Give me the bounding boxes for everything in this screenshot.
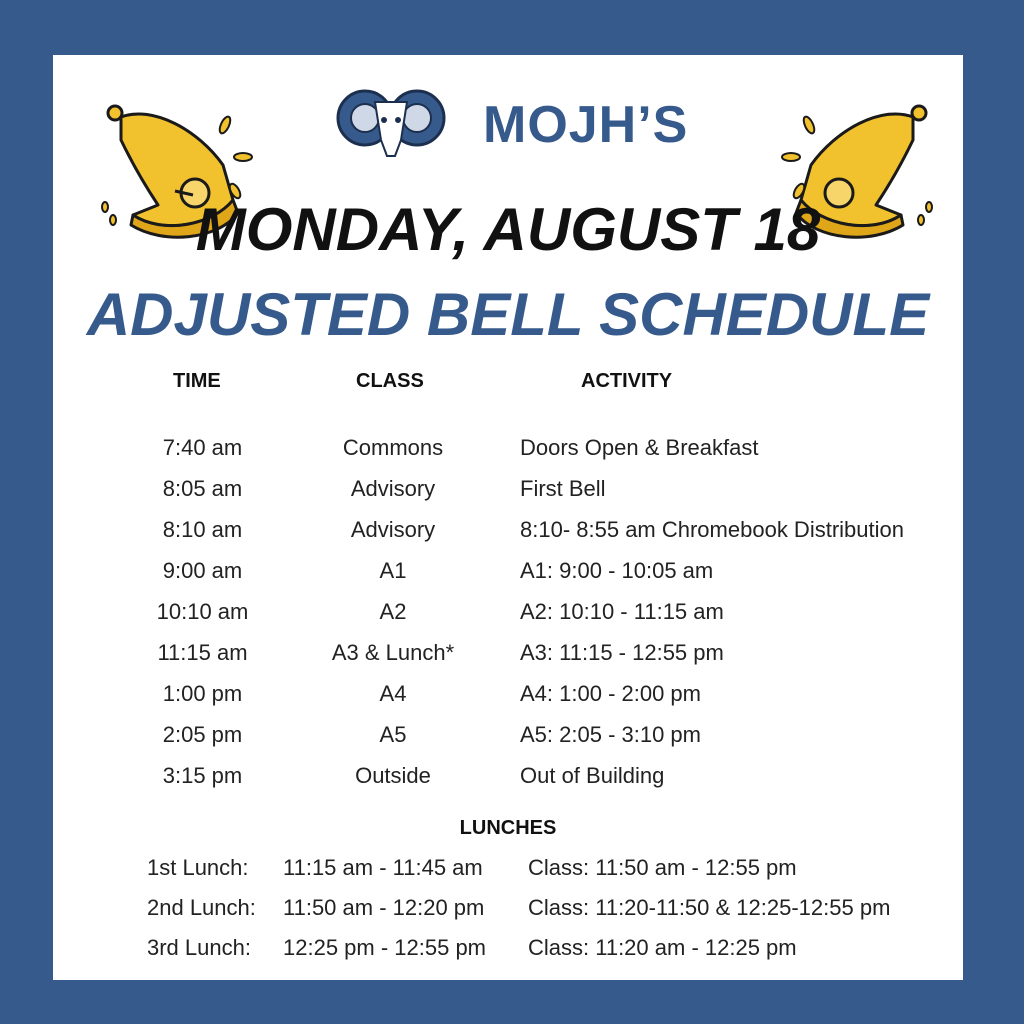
- lunch-class-time: Class: 11:50 am - 12:55 pm: [528, 855, 797, 880]
- schedule-row: [53, 435, 963, 475]
- date-heading: MONDAY, AUGUST 18: [195, 196, 821, 263]
- schedule-row: [53, 558, 963, 598]
- lunch-row: [53, 895, 963, 935]
- row-class: A4: [379, 681, 407, 706]
- schedule-row: [53, 476, 963, 516]
- schedule-row: [53, 517, 963, 557]
- ram-logo-icon: [335, 80, 447, 162]
- lunch-name: 1st Lunch:: [147, 855, 249, 880]
- row-time: 8:10 am: [162, 517, 243, 542]
- row-class: Advisory: [350, 517, 436, 542]
- row-class: A2: [379, 599, 407, 624]
- schedule-row: [53, 640, 963, 680]
- row-class: Commons: [342, 435, 444, 460]
- lunch-name: 3rd Lunch:: [147, 935, 251, 960]
- row-class: A5: [379, 722, 407, 747]
- lunch-time: 11:50 am - 12:20 pm: [283, 895, 485, 920]
- row-time: 10:10 am: [156, 599, 249, 624]
- row-time: 9:00 am: [162, 558, 243, 583]
- row-time: 8:05 am: [162, 476, 243, 501]
- row-time: 1:00 pm: [162, 681, 243, 706]
- time-column-header: TIME: [173, 370, 221, 392]
- row-activity: A4: 1:00 - 2:00 pm: [520, 681, 701, 706]
- lunch-row: [53, 935, 963, 975]
- row-activity: Out of Building: [520, 763, 665, 788]
- row-time: 3:15 pm: [162, 763, 243, 788]
- lunch-name: 2nd Lunch:: [147, 895, 256, 920]
- row-activity: A1: 9:00 - 10:05 am: [520, 558, 714, 583]
- schedule-row: [53, 722, 963, 762]
- schedule-row: [53, 763, 963, 803]
- schedule-row: [53, 599, 963, 639]
- schedule-title: ADJUSTED BELL SCHEDULE: [86, 281, 930, 348]
- row-activity: 8:10- 8:55 am Chromebook Distribution: [520, 517, 904, 542]
- activity-column-header: ACTIVITY: [581, 370, 673, 392]
- class-column-header: CLASS: [356, 370, 424, 392]
- row-activity: Doors Open & Breakfast: [520, 435, 759, 460]
- row-time: 7:40 am: [162, 435, 243, 460]
- schedule-row: [53, 681, 963, 721]
- lunch-class-time: Class: 11:20 am - 12:25 pm: [528, 935, 797, 960]
- row-activity: A3: 11:15 - 12:55 pm: [520, 640, 724, 665]
- row-class: A3 & Lunch*: [331, 640, 455, 665]
- row-class: A1: [379, 558, 407, 583]
- row-activity: First Bell: [520, 476, 606, 501]
- lunch-time: 11:15 am - 11:45 am: [283, 855, 483, 880]
- row-class: Advisory: [350, 476, 436, 501]
- row-time: 2:05 pm: [162, 722, 243, 747]
- row-class: Outside: [355, 763, 431, 788]
- row-activity: A2: 10:10 - 11:15 am: [520, 599, 724, 624]
- row-time: 11:15 am: [157, 640, 248, 665]
- lunch-row: [53, 855, 963, 895]
- school-name: MOJH’S: [483, 96, 689, 154]
- schedule-card: [53, 55, 963, 980]
- lunches-heading: LUNCHES: [459, 817, 557, 839]
- lunch-time: 12:25 pm - 12:55 pm: [283, 935, 487, 960]
- lunch-class-time: Class: 11:20-11:50 & 12:25-12:55 pm: [528, 895, 891, 920]
- row-activity: A5: 2:05 - 3:10 pm: [520, 722, 701, 747]
